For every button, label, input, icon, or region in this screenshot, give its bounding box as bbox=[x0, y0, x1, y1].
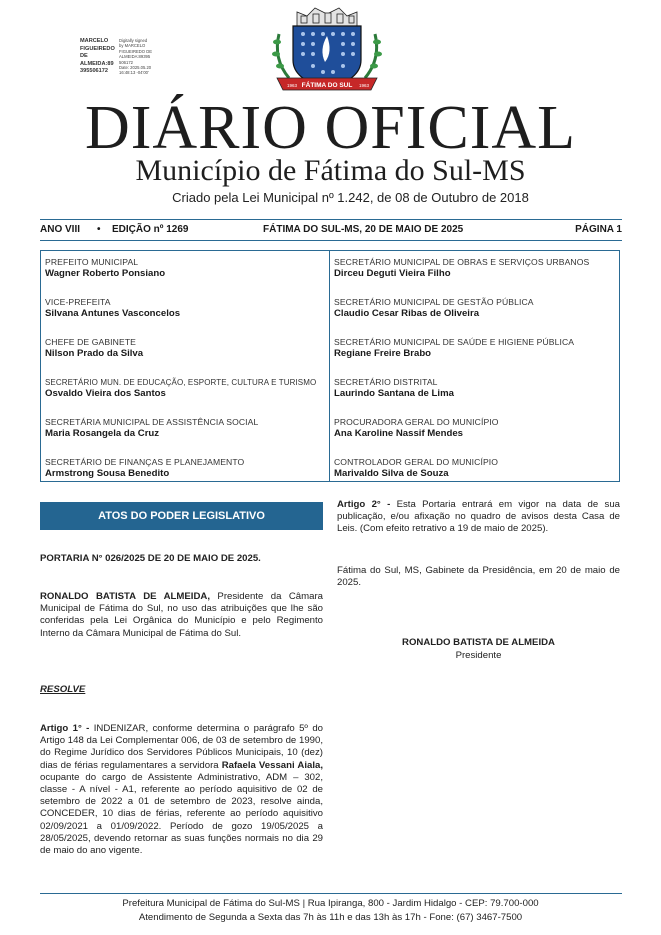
edition-bottom-rule bbox=[40, 240, 622, 241]
roster-entry: CHEFE DE GABINETE Nilson Prado da Silva bbox=[45, 337, 144, 359]
crest-right-year: 1963 bbox=[359, 83, 370, 88]
officials-roster bbox=[40, 250, 620, 482]
article-2 bbox=[337, 499, 620, 536]
edition-number: EDIÇÃO nº 1269 bbox=[112, 224, 189, 235]
article-2-label: Artigo 2° - bbox=[337, 499, 391, 510]
roster-entry: SECRETÁRIO DE FINANÇAS E PLANEJAMENTO Armstrong Sousa Benedito bbox=[45, 457, 245, 479]
footer-hours: Atendimento de Segunda a Sexta das 7h às 11h e das 13h às 17h - Fone: (67) 3467-7500 bbox=[138, 912, 523, 923]
municipal-coat-of-arms-icon bbox=[267, 4, 387, 96]
roster-entry: SECRETÁRIO MUNICIPAL DE SAÚDE E HIGIENE PÚBLICA Regiane Freire Brabo bbox=[334, 337, 575, 359]
resolve-heading: RESOLVE bbox=[40, 684, 86, 695]
roster-right-column bbox=[330, 251, 619, 481]
roster-entry: PREFEITO MUNICIPAL Wagner Roberto Ponsiano bbox=[45, 257, 166, 279]
closing-text: Fátima do Sul, MS, Gabinete da Presidência, em 20 de maio de 2025. bbox=[337, 565, 620, 589]
portaria-intro bbox=[40, 591, 323, 640]
crest-banner-text: FÁTIMA DO SUL bbox=[301, 82, 353, 89]
roster-left-column bbox=[41, 251, 330, 481]
roster-entry: SECRETÁRIO MUNICIPAL DE OBRAS E SERVIÇOS URBANOS Dirceu Deguti Vieira Filho bbox=[334, 257, 590, 279]
edition-year: ANO VIII bbox=[40, 224, 81, 235]
roster-entry: SECRETÁRIO DISTRITAL Laurindo Santana de Lima bbox=[334, 377, 454, 399]
footer-address: Prefeitura Municipal de Fátima do Sul-MS | Rua Ipiranga, 800 - Jardim Hidalgo - CEP: 79.700-000 bbox=[122, 898, 539, 909]
edition-bar bbox=[40, 222, 622, 238]
digital-signature-detail: Digitally signed by MARCELO FIGUEIREDO DE ALMEIDA:89395 506172 Date: 2025.05.20 16:48:13 -04'00' bbox=[119, 38, 153, 76]
signer-title: Presidente bbox=[455, 650, 502, 661]
edition-top-rule bbox=[40, 219, 622, 220]
intro-name: RONALDO BATISTA DE ALMEIDA, bbox=[40, 591, 210, 602]
intro-text: Presidente da Câmara Municipal de Fátima do Sul, no uso das atribuições que lhe são conferidas pela Lei Orgânica do Município e pelo Regimento Interno da Câmara Municipal de Fátima do Sul. bbox=[40, 591, 323, 639]
edition-place-date: FÁTIMA DO SUL-MS, 20 DE MAIO DE 2025 bbox=[263, 224, 464, 235]
creation-law-line: Criado pela Lei Municipal nº 1.242, de 08 de Outubro de 2018 bbox=[172, 190, 529, 205]
digital-signature-name: MARCELO FIGUEIREDO DE ALMEIDA:89 395506172 bbox=[80, 38, 115, 74]
article-2-text: Esta Portaria entrará em vigor na data de sua publicação, e/ou afixação no quadro de avisos desta Casa de Leis. (Com efeito retrativo a 19 de maio de 2025). bbox=[337, 499, 620, 535]
servant-name: Rafaela Vessani Aiala, bbox=[221, 759, 323, 771]
footer-rule bbox=[40, 893, 622, 894]
article-1-text-a: INDENIZAR, conforme determina o parágrafo 5º do Artigo 148 da Lei Complementar 006, de 03 de setembro de 1990, do Regime Jurídico dos Servidores Públicos Municipais, 10 (dez) dias de férias regulamentares a servidora bbox=[40, 723, 323, 771]
article-1 bbox=[40, 723, 323, 857]
roster-entry: SECRETÁRIA MUNICIPAL DE ASSISTÊNCIA SOCIAL Maria Rosangela da Cruz bbox=[45, 417, 259, 439]
roster-entry: PROCURADORA GERAL DO MUNICÍPIO Ana Karoline Nassif Mendes bbox=[334, 417, 499, 439]
edition-page: PÁGINA 1 bbox=[575, 224, 622, 235]
roster-entry: CONTROLADOR GERAL DO MUNICÍPIO Marivaldo Silva de Souza bbox=[334, 457, 499, 479]
article-1-text-b: ocupante do cargo de Assistente Administrativo, ADM – 302, classe - A nível - A1, referente ao período aquisitivo de 02 de setembro de 2022 a 01 de setembro de 2023, resolve ainda, CONCEDER, 10 dias de férias, referente ao período aquisitivo 02/09/2021 a 01/09/2022. Período de gozo 19/05/2025 a 28/05/2025, devendo retornar as suas funções normais no dia 29 de maio do ano vigente. bbox=[40, 771, 323, 857]
masthead-subtitle: Município de Fátima do Sul-MS bbox=[135, 154, 526, 187]
portaria-heading: PORTARIA N° 026/2025 DE 20 DE MAIO DE 2025. bbox=[40, 553, 261, 564]
roster-entry: SECRETÁRIO MUNICIPAL DE GESTÃO PÚBLICA Claudio Cesar Ribas de Oliveira bbox=[334, 297, 534, 319]
edition-bullet: • bbox=[97, 224, 101, 235]
masthead-title: DIÁRIO OFICIAL bbox=[84, 94, 577, 162]
roster-entry: SECRETÁRIO MUN. DE EDUCAÇÃO, ESPORTE, CULTURA E TURISMO Osvaldo Vieira dos Santos bbox=[45, 378, 317, 399]
crest-left-year: 1963 bbox=[287, 83, 298, 88]
article-1-label: Artigo 1° - bbox=[40, 723, 90, 734]
section-title: ATOS DO PODER LEGISLATIVO bbox=[40, 502, 323, 530]
roster-entry: VICE-PREFEITA Silvana Antunes Vasconcelos bbox=[45, 297, 181, 319]
signer-name: RONALDO BATISTA DE ALMEIDA bbox=[402, 637, 555, 648]
